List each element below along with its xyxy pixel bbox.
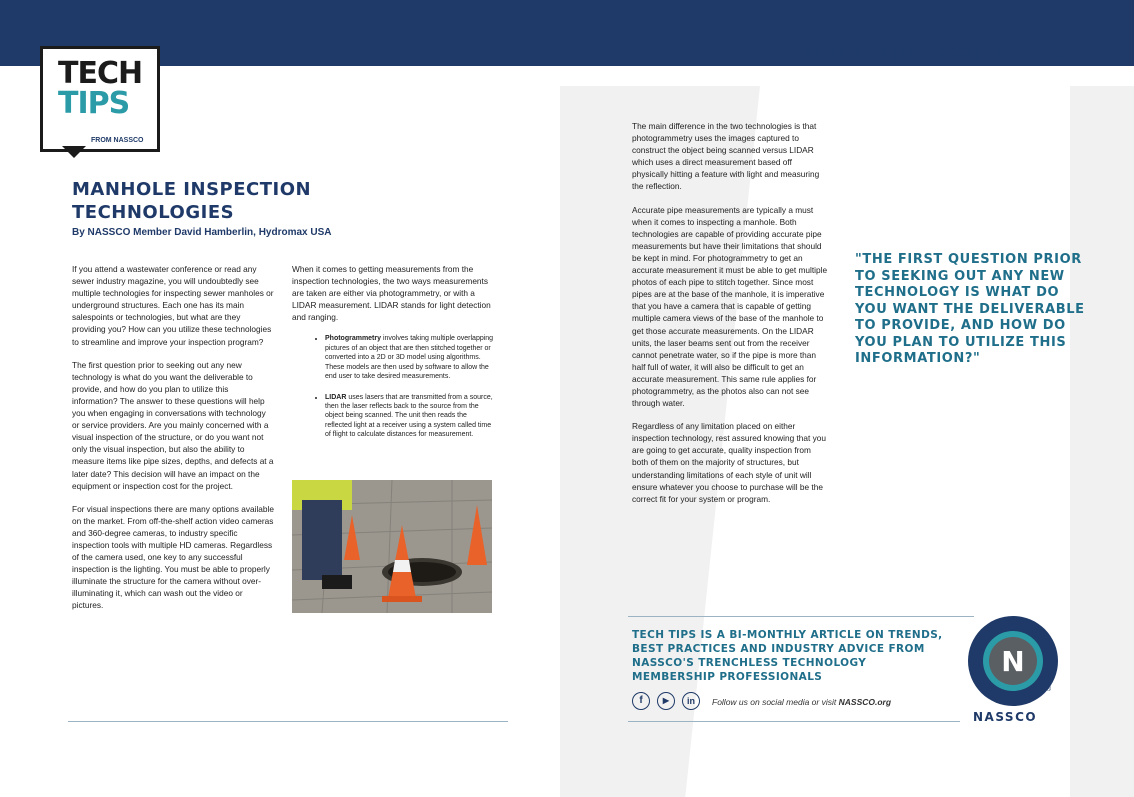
edition-text: EDITION 83 | MAY 2023 |	[803, 44, 980, 61]
term: LIDAR	[325, 393, 347, 401]
nassco-wordmark: NASSCO	[973, 710, 1038, 724]
logo-from: FROM NASSCO	[91, 137, 144, 144]
left-divider	[68, 721, 508, 722]
youtube-icon[interactable]: ▶	[657, 692, 675, 710]
term: Photogrammetry	[325, 335, 382, 343]
paragraph: Accurate pipe measurements are typically a must when it comes to inspecting a manhole. Both technologies are capable of providing accurate pipe measurements but have their limitations that should be kept in mind. For photogrammetry to get an accurate measurement it must be able to get multiple photos of each pipe to stitch together. Since most pipes are at the base of the manhole, it is imperative that you have a camera that is capable of getting multiple camera views of the base of the manhole to get those accurate measurements. On the LIDAR units, the laser beams sent out from the receiver cannot penetrate water, so if the pipe is more than half full of water, it will also be difficult to get an accurate measurement. This same rule applies for photogrammetry, as the photos also can not see through water.	[632, 204, 828, 409]
site-link[interactable]: NASSCO.ORG	[983, 44, 1088, 61]
nassco-emblem	[968, 616, 1058, 706]
nassco-emblem-letter: N	[1001, 645, 1025, 678]
nassco-logo	[968, 616, 1058, 706]
manhole-photo	[292, 480, 492, 613]
paragraph: The first question prior to seeking out any new technology is what do you want the deliverable to provide, and how do you plan to utilize this information? The answer to these questions will help you when engaging in conversations with technology or service providers. Are you mainly concerned with a visual inspection of the structure, or do you want not only the visual inspection, but also the ability to measure items like pipe sizes, depths, and defects at a later date? This decision will have an impact on the equipment or inspection cost for the project.	[72, 359, 274, 491]
article-byline: By NASSCO Member David Hamberlin, Hydromax USA	[72, 227, 332, 238]
edition-line	[804, 44, 1088, 61]
follow-text	[712, 697, 891, 707]
paragraph: The main difference in the two technologies is that photogrammetry uses the images captured to construct the object being scanned versus LIDAR which uses a direct measurement based off physically hitting a feature with light and measuring the reflection.	[632, 121, 820, 192]
column-2	[292, 263, 494, 451]
paragraph: Regardless of any limitation placed on either inspection technology, rest assured knowing that you are going to get accurate, quality inspection from both of them on the majority of structures, but understanding limitations of each style of unit will ensure whatever you choose to purchase will be the correct fit for your system or program.	[632, 421, 827, 504]
article-title: MANHOLE INSPECTION TECHNOLOGIES	[72, 179, 312, 223]
paragraph: When it comes to getting measurements from the inspection technologies, the two ways measurements are taken are either via photogrammetry, or with a LIDAR measurement. LIDAR stands for light detection and ranging.	[292, 264, 491, 323]
paragraph: For visual inspections there are many options available on the market. From off-the-shelf action video cameras and 360-degree cameras, to industry specific inspection tools with multiple HD cameras. Regardless of the camera used, one key to any successful inspection is the lighting. You must be able to properly illuminate the structure for the camera without over-illuminating it, which can wash out the video or pictures.	[72, 503, 274, 611]
technology-list	[292, 334, 494, 439]
manhole-photo-illustration	[292, 480, 492, 613]
facebook-icon[interactable]: f	[632, 692, 650, 710]
paragraph: If you attend a wastewater conference or read any sewer industry magazine, you will undoubtedly see multiple technologies for inspecting sewer manholes or underground structures. Each one has its main salespoints or technologies, but what are they providing you? How can you utilize these technologies to streamline and improve your inspection program?	[72, 264, 274, 347]
logo-tips: TIPS	[58, 86, 130, 121]
logo-speech-tail	[62, 146, 86, 158]
registered-mark: ®	[1046, 686, 1052, 693]
list-item	[325, 393, 494, 440]
pull-quote: "THE FIRST QUESTION PRIOR TO SEEKING OUT ANY NEW TECHNOLOGY IS WHAT DO YOU WANT THE DELIVERABLE TO PROVIDE, AND HOW DO YOU PLAN TO UTILIZE THIS INFORMATION?"	[855, 252, 1085, 366]
footer-divider-top	[628, 616, 974, 617]
linkedin-icon[interactable]: in	[682, 692, 700, 710]
follow-label: Follow us on social media or visit	[712, 697, 837, 707]
footer-blurb: TECH TIPS IS A BI-MONTHLY ARTICLE ON TRENDS, BEST PRACTICES AND INDUSTRY ADVICE FROM NASSCO'S TRENCHLESS TECHNOLOGY MEMBERSHIP PROFESSIONALS	[632, 629, 943, 683]
tech-tips-logo	[40, 46, 160, 152]
column-1	[72, 263, 274, 623]
definition: involves taking multiple overlapping pictures of an object that are then stitched together or converted into a 2D or 3D model using algorithms. These models are then used by software to allow the end user to take desired measurements.	[325, 335, 494, 381]
definition: uses lasers that are transmitted from a source, then the laser reflects back to the source from the object being scanned. The unit then reads the reflected light at a receiver using a system called time of flight to calculate distances for measurement.	[325, 393, 493, 439]
footer-divider-bottom	[628, 721, 960, 722]
column-3	[632, 120, 828, 516]
follow-site-link[interactable]: NASSCO.org	[838, 697, 892, 707]
list-item	[325, 334, 494, 381]
logo-tech: TECH	[58, 56, 143, 91]
